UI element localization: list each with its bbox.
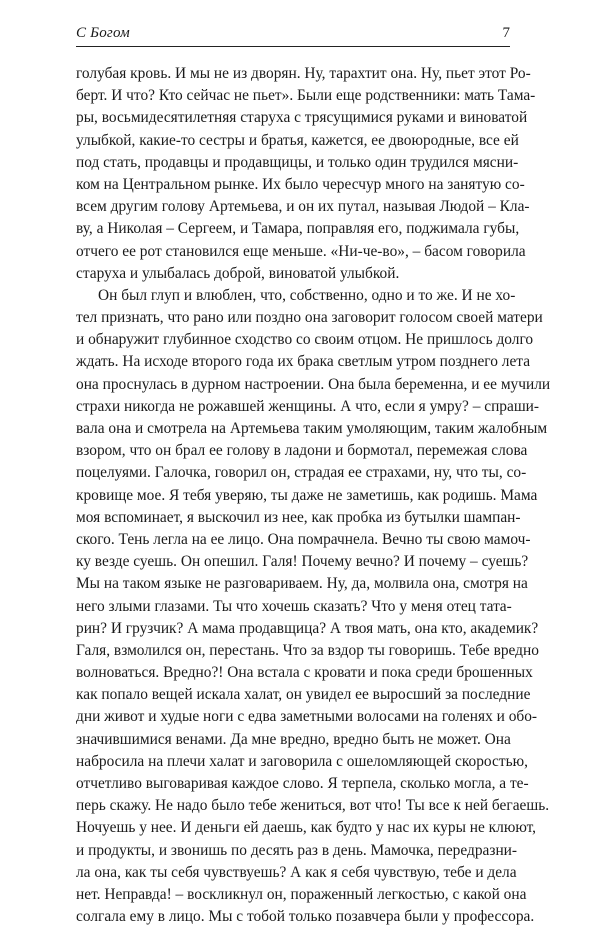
text-line: ла она, как ты себя чувствуешь? А как я себя чувствую, тебе и дела [76, 863, 517, 881]
text-line: старуха и улыбалась доброй, виноватой улыбкой. [76, 264, 400, 282]
text-line: набросила на плечи халат и заговорила с ошеломляющей скоростью, [76, 752, 528, 770]
text-line: Мы на таком языке не разговариваем. Ну, да, молвила она, смотря на [76, 575, 528, 593]
text-line: дни живот и худые ноги с едва заметными волосами на голенях и обо- [76, 708, 538, 726]
text-line: Галя, взмолился он, перестань. Что за вздор ты говоришь. Тебе вредно [76, 641, 539, 659]
running-title: С Богом [76, 25, 130, 41]
text-line: ком на Центральном рынке. Их было чересчур много на занятую со- [76, 175, 525, 193]
text-line: моя вспоминает, я выскочил из нее, как пробка из бутылки шампан- [76, 508, 521, 526]
page-number: 7 [502, 25, 510, 41]
text-line: взором, что он брал ее голову в ладони и бормотал, перемежая слова [76, 442, 528, 460]
text-line: голубая кровь. И мы не из дворян. Ну, тарахтит она. Ну, пьет этот Ро- [76, 65, 531, 82]
text-line: берт. И что? Кто сейчас не пьет». Были еще родственники: мать Тама- [76, 87, 536, 105]
text-line: отчего ее рот становился еще меньше. «Ни-че-во», – басом говорила [76, 242, 526, 260]
text-line: она проснулась в дурном настроении. Она была беременна, и ее мучили [76, 375, 551, 393]
text-line: улыбкой, какие-то сестры и братья, кажется, ее двоюродные, все ей [76, 131, 519, 149]
text-line: волноваться. Вредно?! Она встала с кровати и пока среди брошенных [76, 664, 533, 682]
text-line: страхи никогда не рожавшей женщины. А что, если я умру? – спраши- [76, 397, 540, 415]
text-line: вала она и смотрела на Артемьева таким умоляющим, таким жалобным [76, 420, 548, 437]
text-line: ку везде суешь. Он опешил. Галя! Почему вечно? И почему – суешь? [76, 553, 529, 571]
body-text [76, 63, 551, 928]
text-line: кровище мое. Я тебя уверяю, ты даже не заметишь, как родишь. Мама [76, 486, 538, 504]
text-line: под стать, продавцы и продавщицы, и только один трудился мясни- [76, 153, 519, 171]
text-line: нет. Неправда! – воскликнул он, пораженный легкостью, с какой она [76, 885, 527, 903]
text-line: рин? И грузчик? А мама продавщица? А твоя мать, она кто, академик? [76, 619, 539, 637]
text-line: и обнаружит глубинное сходство со своим отцом. Не пришлось долго [76, 331, 534, 349]
text-line: него злыми глазами. Ты что хочешь сказать? Что у меня отец татa- [76, 597, 512, 615]
text-line: ры, восьмидесятилетняя старуха с трясущимися руками и виноватой [76, 109, 528, 127]
text-line: Ночуешь у нее. И деньги ей даешь, как будто у нас их куры не клюют, [76, 819, 537, 837]
text-line: поцелуями. Галочка, говорил он, страдая ее страхами, ну, что ты, со- [76, 464, 527, 482]
page-header [76, 24, 510, 47]
text-line: и продукты, и звонишь по десять раз в день. Мамочка, передразни- [76, 841, 518, 859]
text-line: солгала ему в лицо. Мы с тобой только позавчера были у профессора. [76, 908, 535, 926]
text-line: ву, а Николая – Сергеем, и Тамара, поправляя его, поджимала губы, [76, 220, 520, 238]
paragraph-start-line: Он был глуп и влюблен, что, собственно, одно и то же. И не хо- [98, 286, 516, 304]
text-line: всем другим голову Артемьева, и он их путал, называя Людой – Кла- [76, 198, 530, 216]
text-line: значившимися венами. Да мне вредно, вредно быть не может. Она [76, 730, 511, 748]
text-line: тел признать, что рано или поздно она заговорит голосом своей матери [76, 309, 543, 327]
text-line: как попало вещей искала халат, он увидел ее выросший за последние [76, 686, 531, 704]
text-line: ского. Тень легла на ее лицо. Она помрачнела. Вечно ты свою мамоч- [76, 530, 531, 548]
text-line: перь скажу. Не надо было тебе жениться, вот что! Ты все к ней бегаешь. [76, 797, 550, 815]
text-line: ждать. На исходе второго года их брака светлым утром позднего лета [76, 353, 531, 371]
text-line: отчетливо выговаривая каждое слово. Я терпела, сколько могла, а те- [76, 775, 529, 792]
